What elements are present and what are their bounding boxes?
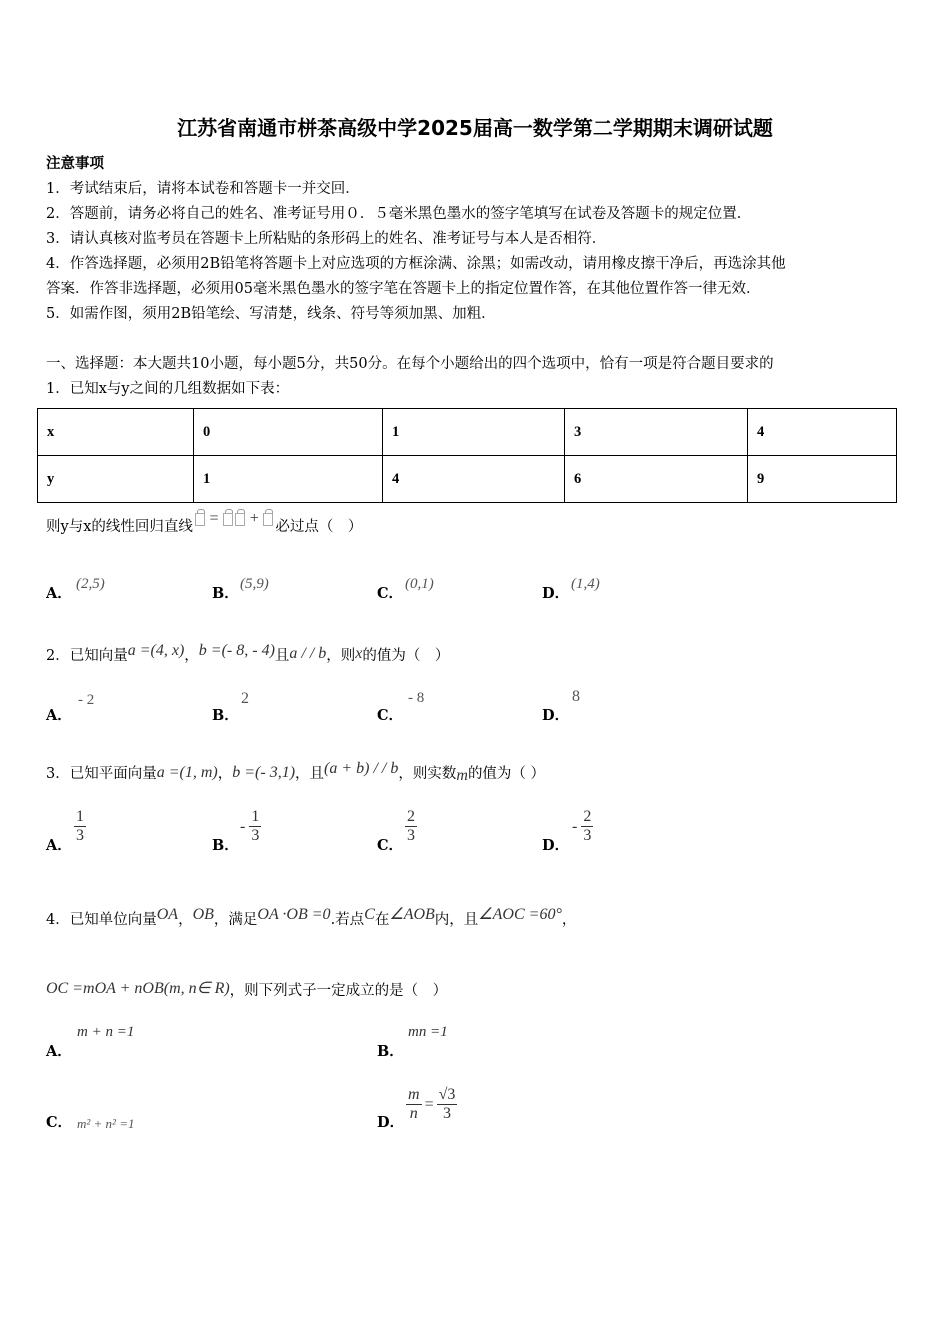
data-table bbox=[37, 408, 897, 503]
hat-placeholder-icon bbox=[223, 513, 233, 526]
notice-item: 1．考试结束后，请将本试卷和答题卡一并交回． bbox=[46, 181, 360, 197]
fraction bbox=[74, 808, 86, 845]
numerator: √3 bbox=[438, 1086, 456, 1103]
angle-aoc: ∠AOC =60° bbox=[478, 906, 562, 923]
q4-in: 在 bbox=[374, 912, 390, 928]
vector-a-expr: a =(1, m) bbox=[156, 764, 218, 781]
numerator: 1 bbox=[76, 808, 84, 825]
q4-option-b-value: mn =1 bbox=[408, 1024, 448, 1040]
table-cell: 9 bbox=[748, 456, 897, 503]
section-heading: 一、选择题：本大题共10小题，每小题5分，共50分。在每个小题给出的四个选项中，恰有一项是符合题目要求的 bbox=[46, 356, 774, 372]
denominator: 3 bbox=[251, 827, 260, 844]
q3-option-d-value bbox=[572, 808, 593, 845]
denominator: 3 bbox=[407, 827, 415, 844]
vector-b-expr: b =(- 8, - 4) bbox=[198, 642, 275, 659]
q2-option-c bbox=[377, 704, 403, 725]
option-label: B． bbox=[377, 1043, 404, 1060]
q4-option-b bbox=[377, 1040, 404, 1061]
denominator: 3 bbox=[442, 1105, 451, 1122]
q4-option-d-value bbox=[406, 1086, 457, 1123]
denominator: n bbox=[409, 1105, 418, 1122]
notice-item: 4．作答选择题，必须用2B铅笔将答题卡上对应选项的方框涂满、涂黑；如需改动，请用橡皮擦干净后，再选涂其他 bbox=[46, 256, 786, 272]
q3-variable: m bbox=[456, 767, 468, 784]
q2-option-b-value: 2 bbox=[241, 690, 249, 707]
q1-option-d-value: (1,4) bbox=[571, 576, 600, 592]
q3-stem bbox=[46, 760, 545, 785]
parallel-expr: a / / b bbox=[289, 645, 327, 662]
option-label: D． bbox=[542, 837, 570, 854]
q4-stem bbox=[46, 904, 576, 929]
q2-option-c-value: - 8 bbox=[408, 690, 425, 706]
q4-option-c bbox=[46, 1111, 72, 1132]
q3-pre: 3．已知平面向量 bbox=[46, 766, 157, 782]
notice-item: 2．答题前，请务必将自己的姓名、准考证号用０．５毫米黑色墨水的签字笔填写在试卷及答题卡的规定位置． bbox=[46, 206, 752, 222]
q4-inside: 内，且 bbox=[434, 912, 479, 928]
formula-plus: + bbox=[249, 510, 259, 527]
q2-option-b bbox=[212, 704, 239, 725]
fraction bbox=[405, 808, 417, 845]
table-cell: 3 bbox=[565, 409, 748, 456]
notice-heading: 注意事项 bbox=[46, 156, 104, 172]
table-row bbox=[38, 409, 897, 456]
table-cell: 4 bbox=[748, 409, 897, 456]
q1-followup-pre: 则y与x的线性回归直线 bbox=[46, 519, 193, 535]
q2-comma: ， bbox=[184, 648, 199, 664]
q4-option-d bbox=[377, 1111, 404, 1132]
vector-b-expr: b =(- 3,1) bbox=[232, 764, 296, 781]
option-label: B． bbox=[212, 837, 239, 854]
q1-followup bbox=[46, 510, 362, 536]
q3-option-d bbox=[542, 834, 569, 855]
table-cell: 4 bbox=[383, 456, 565, 503]
q1-option-c bbox=[377, 582, 403, 603]
option-label: D． bbox=[542, 707, 570, 724]
option-label: C． bbox=[46, 1114, 73, 1131]
angle-aob: ∠AOB bbox=[389, 906, 435, 923]
point-c: C bbox=[364, 906, 375, 923]
q3-option-b bbox=[212, 834, 239, 855]
dot-product-expr: OA ·OB =0 bbox=[257, 906, 331, 923]
q2-option-d bbox=[542, 704, 569, 725]
hat-placeholder-icon bbox=[195, 513, 205, 526]
q1-option-c-value: (0,1) bbox=[405, 576, 434, 592]
vector-oa: OA bbox=[156, 906, 179, 923]
option-label: C． bbox=[377, 837, 404, 854]
q4-option-c-value: m² + n² =1 bbox=[77, 1116, 135, 1131]
q3-option-b-value bbox=[240, 808, 261, 845]
table-cell: 1 bbox=[194, 456, 383, 503]
option-label: B． bbox=[212, 707, 239, 724]
q2-mid: 且 bbox=[274, 648, 290, 664]
q4-option-a bbox=[46, 1040, 72, 1061]
q1-option-b-value: (5,9) bbox=[240, 576, 269, 592]
parallel-expr: (a + b) / / b bbox=[324, 760, 399, 777]
table-cell: 1 bbox=[383, 409, 565, 456]
q3-mid: ，且 bbox=[295, 766, 325, 782]
q2-option-a-value: - 2 bbox=[78, 692, 95, 708]
q1-followup-post: 必过点（ ） bbox=[275, 519, 363, 535]
q3-option-a-value bbox=[74, 808, 86, 845]
numerator: 2 bbox=[407, 808, 415, 825]
page-title: 江苏省南通市栟茶高级中学2025届高一数学第二学期期末调研试题 bbox=[177, 116, 773, 140]
q3-option-c-value bbox=[405, 808, 417, 845]
fraction bbox=[406, 1086, 422, 1123]
vector-ob: OB bbox=[192, 906, 214, 923]
q4-comma: ， bbox=[561, 912, 577, 928]
notice-item: 答案．作答非选择题，必须用05毫米黑色墨水的签字笔在答题卡上的指定位置作答，在其他位置作答一律无效． bbox=[46, 281, 761, 297]
oc-expression: OC =mOA + nOB(m, n∈ R) bbox=[46, 980, 230, 997]
q4-option-a-value: m + n =1 bbox=[77, 1024, 135, 1040]
numerator: m bbox=[408, 1086, 420, 1103]
hat-placeholder-icon bbox=[263, 513, 273, 526]
fraction bbox=[581, 808, 593, 845]
q1-stem: 1．已知x与y之间的几组数据如下表： bbox=[46, 381, 290, 397]
q2-then: ，则 bbox=[326, 648, 356, 664]
table-cell: 0 bbox=[194, 409, 383, 456]
denominator: 3 bbox=[583, 827, 592, 844]
table-cell: 6 bbox=[565, 456, 748, 503]
numerator: 2 bbox=[583, 808, 592, 825]
q1-option-a-value: (2,5) bbox=[76, 576, 105, 592]
notice-item: 5．如需作图，须用2B铅笔绘、写清楚，线条、符号等须加黑、加粗． bbox=[46, 306, 496, 322]
table-cell: y bbox=[38, 456, 194, 503]
q2-pre: 2．已知向量 bbox=[46, 648, 128, 664]
q3-option-c bbox=[377, 834, 403, 855]
option-label: D． bbox=[377, 1114, 405, 1131]
sign: - bbox=[572, 818, 578, 835]
option-label: D． bbox=[542, 585, 570, 602]
q2-stem bbox=[46, 642, 449, 665]
q1-option-b bbox=[212, 582, 239, 603]
placeholder-icon bbox=[235, 513, 245, 526]
table-cell: x bbox=[38, 409, 194, 456]
q2-option-d-value: 8 bbox=[572, 688, 580, 705]
table-row bbox=[38, 456, 897, 503]
option-label: B． bbox=[212, 585, 239, 602]
q4-line2-post: ，则下列式子一定成立的是（ ） bbox=[229, 983, 448, 999]
fraction bbox=[437, 1086, 458, 1123]
q4-ifpoint: .若点 bbox=[330, 912, 365, 928]
option-label: C． bbox=[377, 707, 404, 724]
q3-then: ，则实数 bbox=[398, 766, 457, 782]
q3-option-a bbox=[46, 834, 72, 855]
option-label: A． bbox=[46, 837, 72, 854]
q2-post: 的值为（ ） bbox=[362, 648, 450, 664]
notice-item: 3．请认真核对监考员在答题卡上所粘贴的条形码上的姓名、准考证号与本人是否相符． bbox=[46, 231, 607, 247]
q1-option-a bbox=[46, 582, 72, 603]
option-label: A． bbox=[46, 585, 72, 602]
q4-comma: ， bbox=[178, 912, 193, 928]
option-label: C． bbox=[377, 585, 404, 602]
option-label: A． bbox=[46, 1043, 72, 1060]
q4-satisfy: ，满足 bbox=[213, 912, 258, 928]
q2-option-a bbox=[46, 704, 72, 725]
sign: - bbox=[240, 818, 246, 835]
numerator: 1 bbox=[251, 808, 260, 825]
equals-sign: = bbox=[424, 1096, 434, 1113]
vector-a-expr: a =(4, x) bbox=[127, 642, 185, 659]
option-label: A． bbox=[46, 707, 72, 724]
q3-post: 的值为（ ） bbox=[467, 766, 546, 782]
q4-pre: 4．已知单位向量 bbox=[46, 912, 157, 928]
q2-variable: x bbox=[355, 645, 363, 662]
q4-line2 bbox=[46, 978, 447, 1000]
q3-comma: ， bbox=[217, 766, 233, 782]
formula-equals: = bbox=[209, 510, 219, 527]
fraction bbox=[249, 808, 261, 845]
denominator: 3 bbox=[76, 827, 84, 844]
regression-formula bbox=[195, 510, 274, 528]
q1-option-d bbox=[542, 582, 569, 603]
